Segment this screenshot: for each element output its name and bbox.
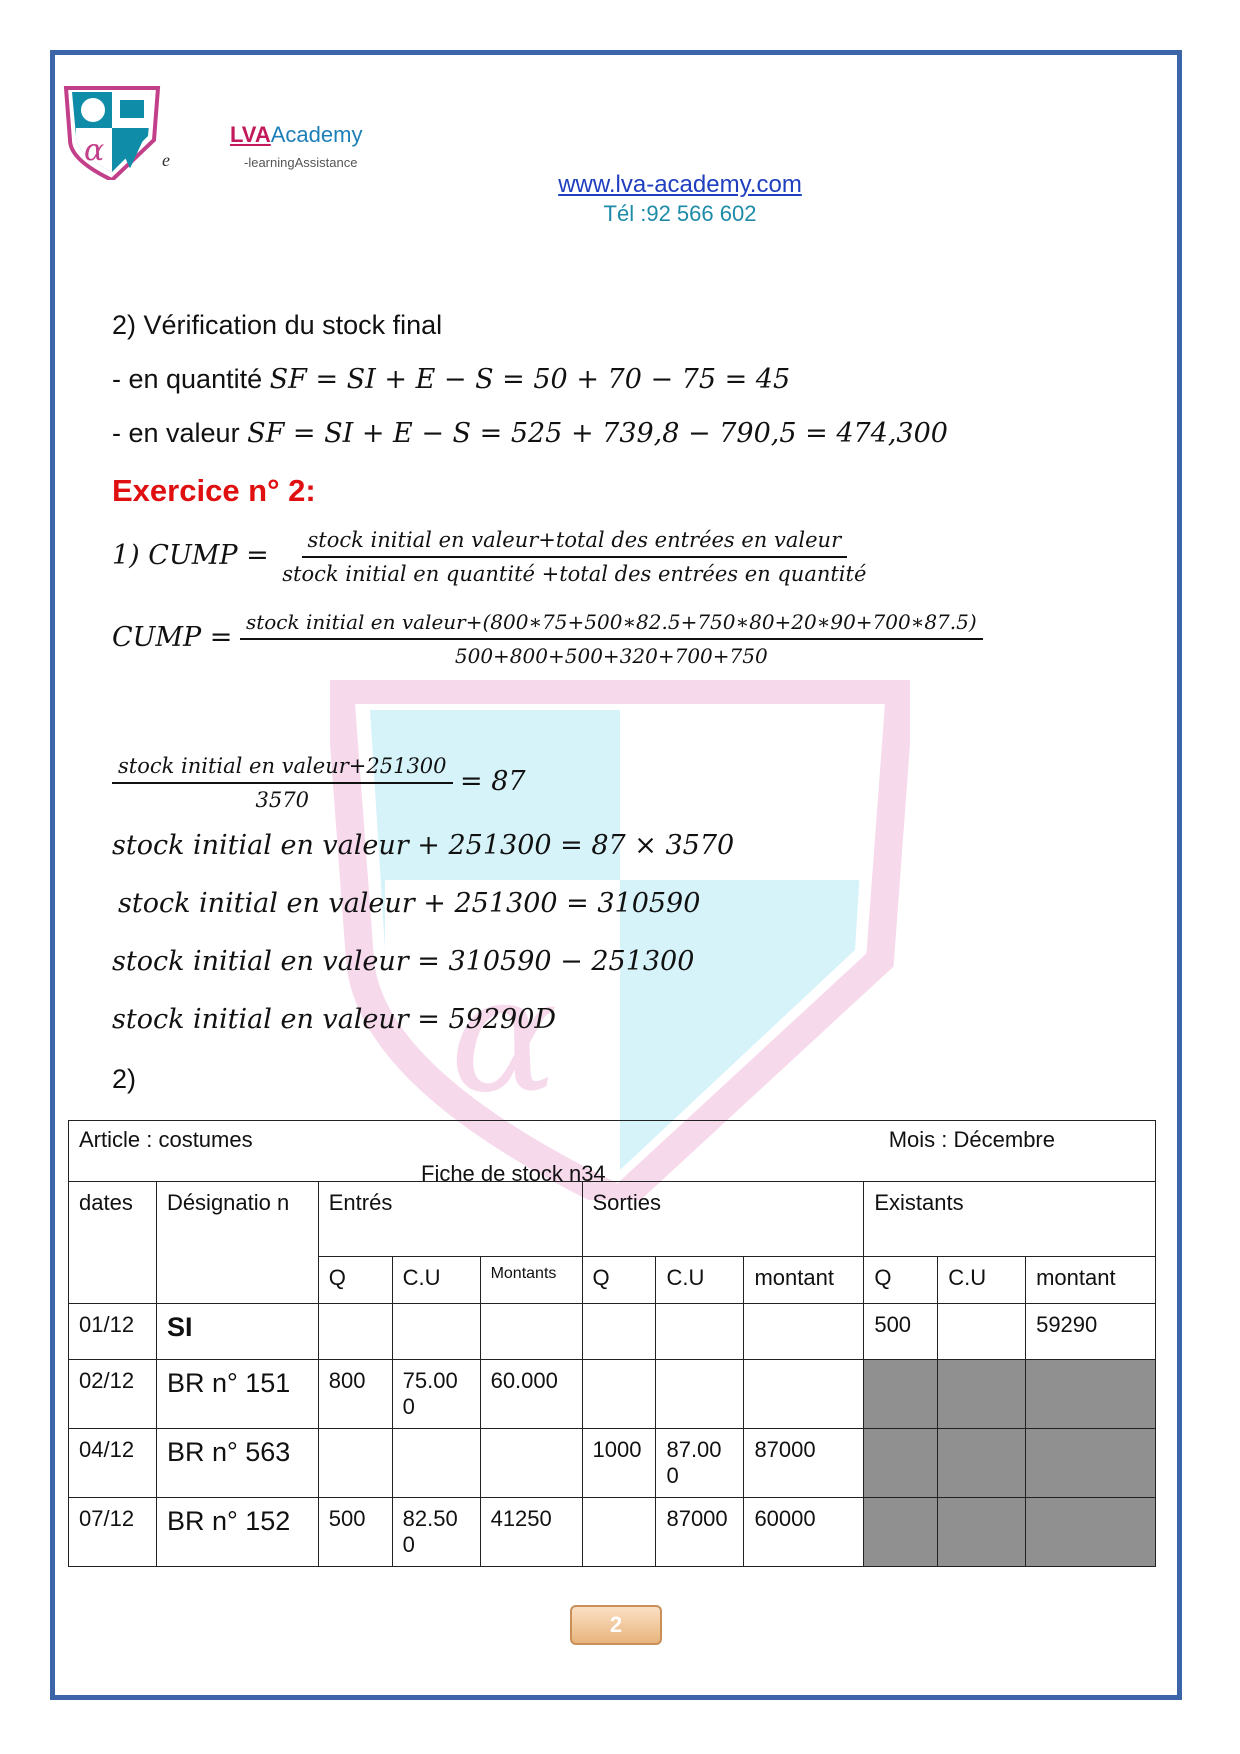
section-title-verification: 2) Vérification du stock final xyxy=(112,310,443,340)
cell-designation: SI xyxy=(156,1304,318,1360)
header-dates: dates xyxy=(69,1182,157,1304)
brand-academy: Academy xyxy=(270,122,363,147)
header-entres: Entrés xyxy=(318,1182,582,1257)
cump-calculation xyxy=(112,610,983,668)
telephone: Tél :92 566 602 xyxy=(603,201,757,226)
cell-entres-montant xyxy=(480,1304,582,1360)
cell-entres-montant: 41250 xyxy=(480,1498,582,1567)
cell-existants-cu xyxy=(938,1429,1026,1498)
cell-designation: BR n° 563 xyxy=(156,1429,318,1498)
cell-existants-q: 500 xyxy=(864,1304,938,1360)
page-number: 2 xyxy=(570,1605,662,1645)
cump-definition-numerator: stock initial en valeur+total des entrées en valeur xyxy=(302,528,848,558)
cell-entres-cu xyxy=(392,1429,480,1498)
cump-definition-label: 1) CUMP = xyxy=(112,540,269,572)
cell-entres-montant xyxy=(480,1429,582,1498)
equation-line-7: stock initial en valeur = 59290D xyxy=(112,1004,557,1035)
table-header-info-row xyxy=(69,1121,1156,1182)
subheader-entres-montants: Montants xyxy=(480,1257,582,1304)
cell-entres-q xyxy=(318,1304,392,1360)
cell-existants-q xyxy=(864,1498,938,1567)
cell-sorties-q xyxy=(582,1498,656,1567)
cell-sorties-q xyxy=(582,1360,656,1429)
subheader-existants-montant: montant xyxy=(1026,1257,1156,1304)
cell-sorties-q xyxy=(582,1304,656,1360)
cell-existants-montant xyxy=(1026,1360,1156,1429)
subheader-sorties-cu: C.U xyxy=(656,1257,744,1304)
cell-date: 04/12 xyxy=(69,1429,157,1498)
cell-sorties-q: 1000 xyxy=(582,1429,656,1498)
cump-calculation-label: CUMP = xyxy=(112,622,233,654)
article-label: Article : costumes xyxy=(79,1127,253,1152)
cell-entres-q: 800 xyxy=(318,1360,392,1429)
cell-existants-montant xyxy=(1026,1498,1156,1567)
cell-existants-montant: 59290 xyxy=(1026,1304,1156,1360)
cump-definition-denominator: stock initial en quantité +total des entrées en quantité xyxy=(282,562,867,586)
cell-entres-cu: 82.50 0 xyxy=(392,1498,480,1567)
cump-definition xyxy=(112,528,872,586)
table-row xyxy=(69,1360,1156,1429)
cell-date: 07/12 xyxy=(69,1498,157,1567)
cump-calculation-denominator: 500+800+500+320+700+750 xyxy=(454,644,768,668)
subheader-sorties-montant: montant xyxy=(744,1257,864,1304)
stock-card-title: Fiche de stock n34 xyxy=(421,1161,606,1186)
cell-entres-cu: 75.00 0 xyxy=(392,1360,480,1429)
brand-lva: LVA xyxy=(230,122,271,147)
cell-designation: BR n° 152 xyxy=(156,1498,318,1567)
equation-87-rhs: = 87 xyxy=(460,766,526,798)
exercise-title: Exercice n° 2: xyxy=(112,473,316,508)
cell-sorties-cu: 87000 xyxy=(656,1498,744,1567)
subheader-sorties-q: Q xyxy=(582,1257,656,1304)
cump-calculation-numerator: stock initial en valeur+(800∗75+500∗82.5+750∗80+20∗90+700∗87.5) xyxy=(240,610,983,640)
question-2-label: 2) xyxy=(112,1064,137,1094)
quantity-prefix: - en quantité xyxy=(112,364,270,394)
table-row xyxy=(69,1304,1156,1360)
table-header-row xyxy=(69,1182,1156,1257)
subheader-existants-q: Q xyxy=(864,1257,938,1304)
cell-designation: BR n° 151 xyxy=(156,1360,318,1429)
svg-text:α: α xyxy=(84,133,105,168)
stock-card-table xyxy=(68,1120,1156,1567)
cell-sorties-montant: 60000 xyxy=(744,1498,864,1567)
cell-existants-q xyxy=(864,1429,938,1498)
equation-87-fraction xyxy=(112,754,453,812)
cell-existants-montant xyxy=(1026,1429,1156,1498)
month-label: Mois : Décembre xyxy=(888,1127,1055,1152)
cell-date: 02/12 xyxy=(69,1360,157,1429)
quantity-line xyxy=(112,364,790,395)
cell-existants-cu xyxy=(938,1304,1026,1360)
equation-87-numerator: stock initial en valeur+251300 xyxy=(112,754,453,784)
cell-sorties-cu: 87.00 0 xyxy=(656,1429,744,1498)
cump-definition-fraction xyxy=(276,528,872,586)
equation-line-5: stock initial en valeur + 251300 = 310590 xyxy=(118,888,701,919)
cell-sorties-montant xyxy=(744,1360,864,1429)
equation-line-4: stock initial en valeur + 251300 = 87 × 3570 xyxy=(112,830,735,861)
cell-sorties-montant xyxy=(744,1304,864,1360)
brand-subtitle: -learningAssistance xyxy=(244,155,358,170)
header-sorties: Sorties xyxy=(582,1182,864,1257)
cell-sorties-montant: 87000 xyxy=(744,1429,864,1498)
quantity-formula: SF = SI + E − S = 50 + 70 − 75 = 45 xyxy=(269,364,791,395)
logo-e-letter: e xyxy=(162,150,170,170)
svg-text:α: α xyxy=(450,941,559,1128)
brand-name xyxy=(230,122,362,148)
cump-calculation-fraction xyxy=(240,610,983,668)
value-formula: SF = SI + E − S = 525 + 739,8 − 790,5 = 474,300 xyxy=(247,418,948,449)
cell-date: 01/12 xyxy=(69,1304,157,1360)
cell-existants-cu xyxy=(938,1360,1026,1429)
cell-entres-montant: 60.000 xyxy=(480,1360,582,1429)
cell-entres-q xyxy=(318,1429,392,1498)
cell-entres-q: 500 xyxy=(318,1498,392,1567)
value-line xyxy=(112,418,948,449)
cell-existants-q xyxy=(864,1360,938,1429)
table-row xyxy=(69,1498,1156,1567)
cell-sorties-cu xyxy=(656,1304,744,1360)
equation-87 xyxy=(112,754,526,812)
table-row xyxy=(69,1429,1156,1498)
article-info-cell xyxy=(69,1121,1156,1186)
cell-existants-cu xyxy=(938,1498,1026,1567)
header-existants: Existants xyxy=(864,1182,1156,1257)
website-link[interactable]: www.lva-academy.com xyxy=(558,171,802,198)
equation-line-6: stock initial en valeur = 310590 − 251300 xyxy=(112,946,695,977)
lva-shield-logo xyxy=(58,80,166,180)
cell-sorties-cu xyxy=(656,1360,744,1429)
header-designation: Désignatio n xyxy=(156,1182,318,1304)
subheader-existants-cu: C.U xyxy=(938,1257,1026,1304)
subheader-entres-cu: C.U xyxy=(392,1257,480,1304)
value-prefix: - en valeur xyxy=(112,418,248,448)
subheader-entres-q: Q xyxy=(318,1257,392,1304)
equation-87-denominator: 3570 xyxy=(255,788,309,812)
cell-entres-cu xyxy=(392,1304,480,1360)
